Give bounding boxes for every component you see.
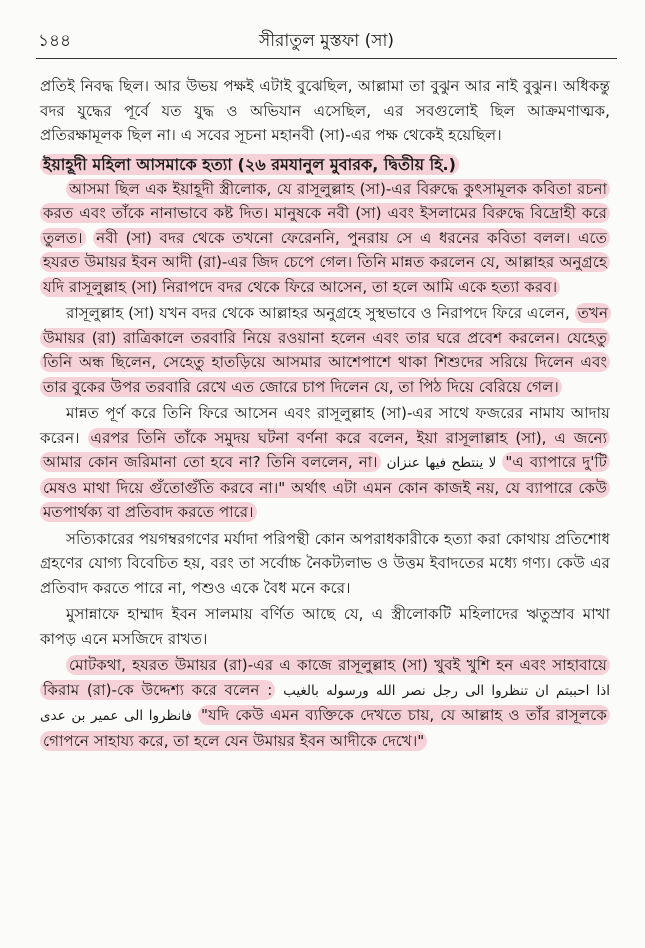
- paragraph-conclusion: [40, 653, 610, 753]
- highlight-hadith-translation: "যদি কেউ এমন ব্যক্তিকে দেখতে চায়, যে আল্লাহ ও তাঁর রাসূলকে গোপনে সাহায্য করে, তা হলে যেন উমায়র ইবন আদীকে দেখে।": [40, 705, 610, 751]
- highlight-conclusion: মোটকথা, হযরত উমায়র (রা)-এর এ কাজে রাসূলুল্লাহ (সা) খুবই খুশি হন এবং সাহাবায়ে কিরাম (রা)-কে উদ্দেশ্য করে বলেন :: [40, 655, 610, 700]
- arabic-proverb: لا ينتطح فيها عنزان: [386, 455, 497, 471]
- return-text: রাসূলুল্লাহ (সা) যখন বদর থেকে আল্লাহর অনুগ্রহে সুস্থভাবে ও নিরাপদে ফিরে এলেন,: [66, 304, 570, 322]
- highlight-night-deed: তখন উমায়র (রা) রাত্রিকালে তরবারি নিয়ে রওয়ানা হলেন এবং তার ঘরে প্রবেশ করলেন। যেহেতু তিনি অন্ধ ছিলেন, সেহেতু হাতড়িয়ে আসমার আশেপাশে থাকা শিশুদের সরিয়ে দিলেন এবং তার বুকের উপর তরবারি রেখে এত জোরে চাপ দিলেন যে, তা পিঠ দিয়ে বেরিয়ে গেল।: [40, 303, 611, 397]
- section-heading: [40, 152, 610, 177]
- paragraph-fajr: [40, 401, 610, 525]
- highlight-vow: নবী (সা) বদর থেকে তখনো ফেরেননি, পুনরায় সে এ ধরনের কবিতা বলল। এতে হযরত উমায়র ইবন আদী (রা)-এর জিদ চেপে গেল। তিনি মান্নত করলেন যে, আল্লাহর অনুগ্রহে যদি রাসূলুল্লাহ (সা) নিরাপদে বদর থেকে ফিরে আসেন, তা হলে আমি একে হত্যা করব।: [40, 228, 610, 297]
- paragraph-asma: [40, 177, 610, 300]
- paragraph-prophets-dignity: সত্যিকারের পয়গম্বরগণের মর্যাদা পরিপন্থী কোন অপরাধকারীকে হত্যা করা কোথায় প্রতিশোধ গ্রহণের যোগ্য বিবেচিত হয়, বরং তা সর্বোচ্চ নৈকট্যলাভ ও উত্তম ইবাদতের মধ্যে গণ্য। কেউ এর প্রতিবাদ করতে পারে না, পশুও একে বৈধ মনে করে।: [40, 529, 610, 597]
- highlight-question: এরপর তিনি তাঁকে সমুদয় ঘটনা বর্ণনা করে বলেন, ইয়া রাসূলাল্লাহ (সা), এ জন্যে আমার কোন জরিমানা তো হবে না? তিনি বললেন, না।: [40, 428, 610, 473]
- paragraph-return: [40, 301, 610, 399]
- page-body: [40, 74, 610, 755]
- highlight-proverb-translation: "এ ব্যাপারে দু'টি মেষও মাথা দিয়ে গুঁতোগুঁতি করবে না।" অর্থাৎ এটা এমন কোন কাজই নয়, যে ব্যাপারে কেউ মতপার্থক্য বা প্রতিবাদ করতে পারে।: [40, 452, 610, 522]
- paragraph-musannaf: মুসান্নাফে হাম্মাদ ইবন সালমায় বর্ণিত আছে যে, এ স্ত্রীলোকটি মহিলাদের ঋতুস্রাব মাখা কাপড় এনে মসজিদে রাখত।: [40, 605, 610, 648]
- section-heading-text: ইয়াহূদী মহিলা আসমাকে হত্যা (২৬ রমযানুল মুবারক, দ্বিতীয় হি.): [40, 154, 459, 175]
- arabic-hadith: اذا احببتم ان تنظروا الى رجل نصر الله ورسوله بالغيب فانظروا الى عمير بن عدى: [40, 682, 611, 724]
- page-number: ১৪৪: [38, 31, 72, 51]
- page-header: [38, 28, 615, 54]
- highlight-asma-intro: আসমা ছিল এক ইয়াহূদী স্ত্রীলোক, যে রাসূলুল্লাহ (সা)-এর বিরুদ্ধে কুৎসামূলক কবিতা রচনা করত এবং তাঁকে নানাভাবে কষ্ট দিত। মানুষকে নবী (সা) এবং ইসলামের বিরুদ্ধে বিদ্রোহী করে তুলত।: [40, 179, 610, 248]
- fajr-text: মান্নত পূর্ণ করে তিনি ফিরে আসেন এবং রাসূলুল্লাহ (সা)-এর সাথে ফজরের নামায আদায় করেন।: [40, 404, 610, 447]
- running-title: সীরাতুল মুস্তফা (সা): [258, 31, 395, 51]
- paragraph-intro: প্রতিই নিবদ্ধ ছিল। আর উভয় পক্ষই এটাই বুঝেছিল, আল্লামা তা বুঝুন আর নাই বুঝুন। অধিকন্তু বদর যুদ্ধের পূর্বে যত যুদ্ধ ও অভিযান এসেছিল, এর সবগুলোই ছিল আক্রমণাত্মক, প্রতিরক্ষামূলক ছিল না। এ সবের সূচনা মহানবী (সা)-এর পক্ষ থেকেই হয়েছিল।: [40, 77, 610, 144]
- header-divider: [36, 58, 617, 59]
